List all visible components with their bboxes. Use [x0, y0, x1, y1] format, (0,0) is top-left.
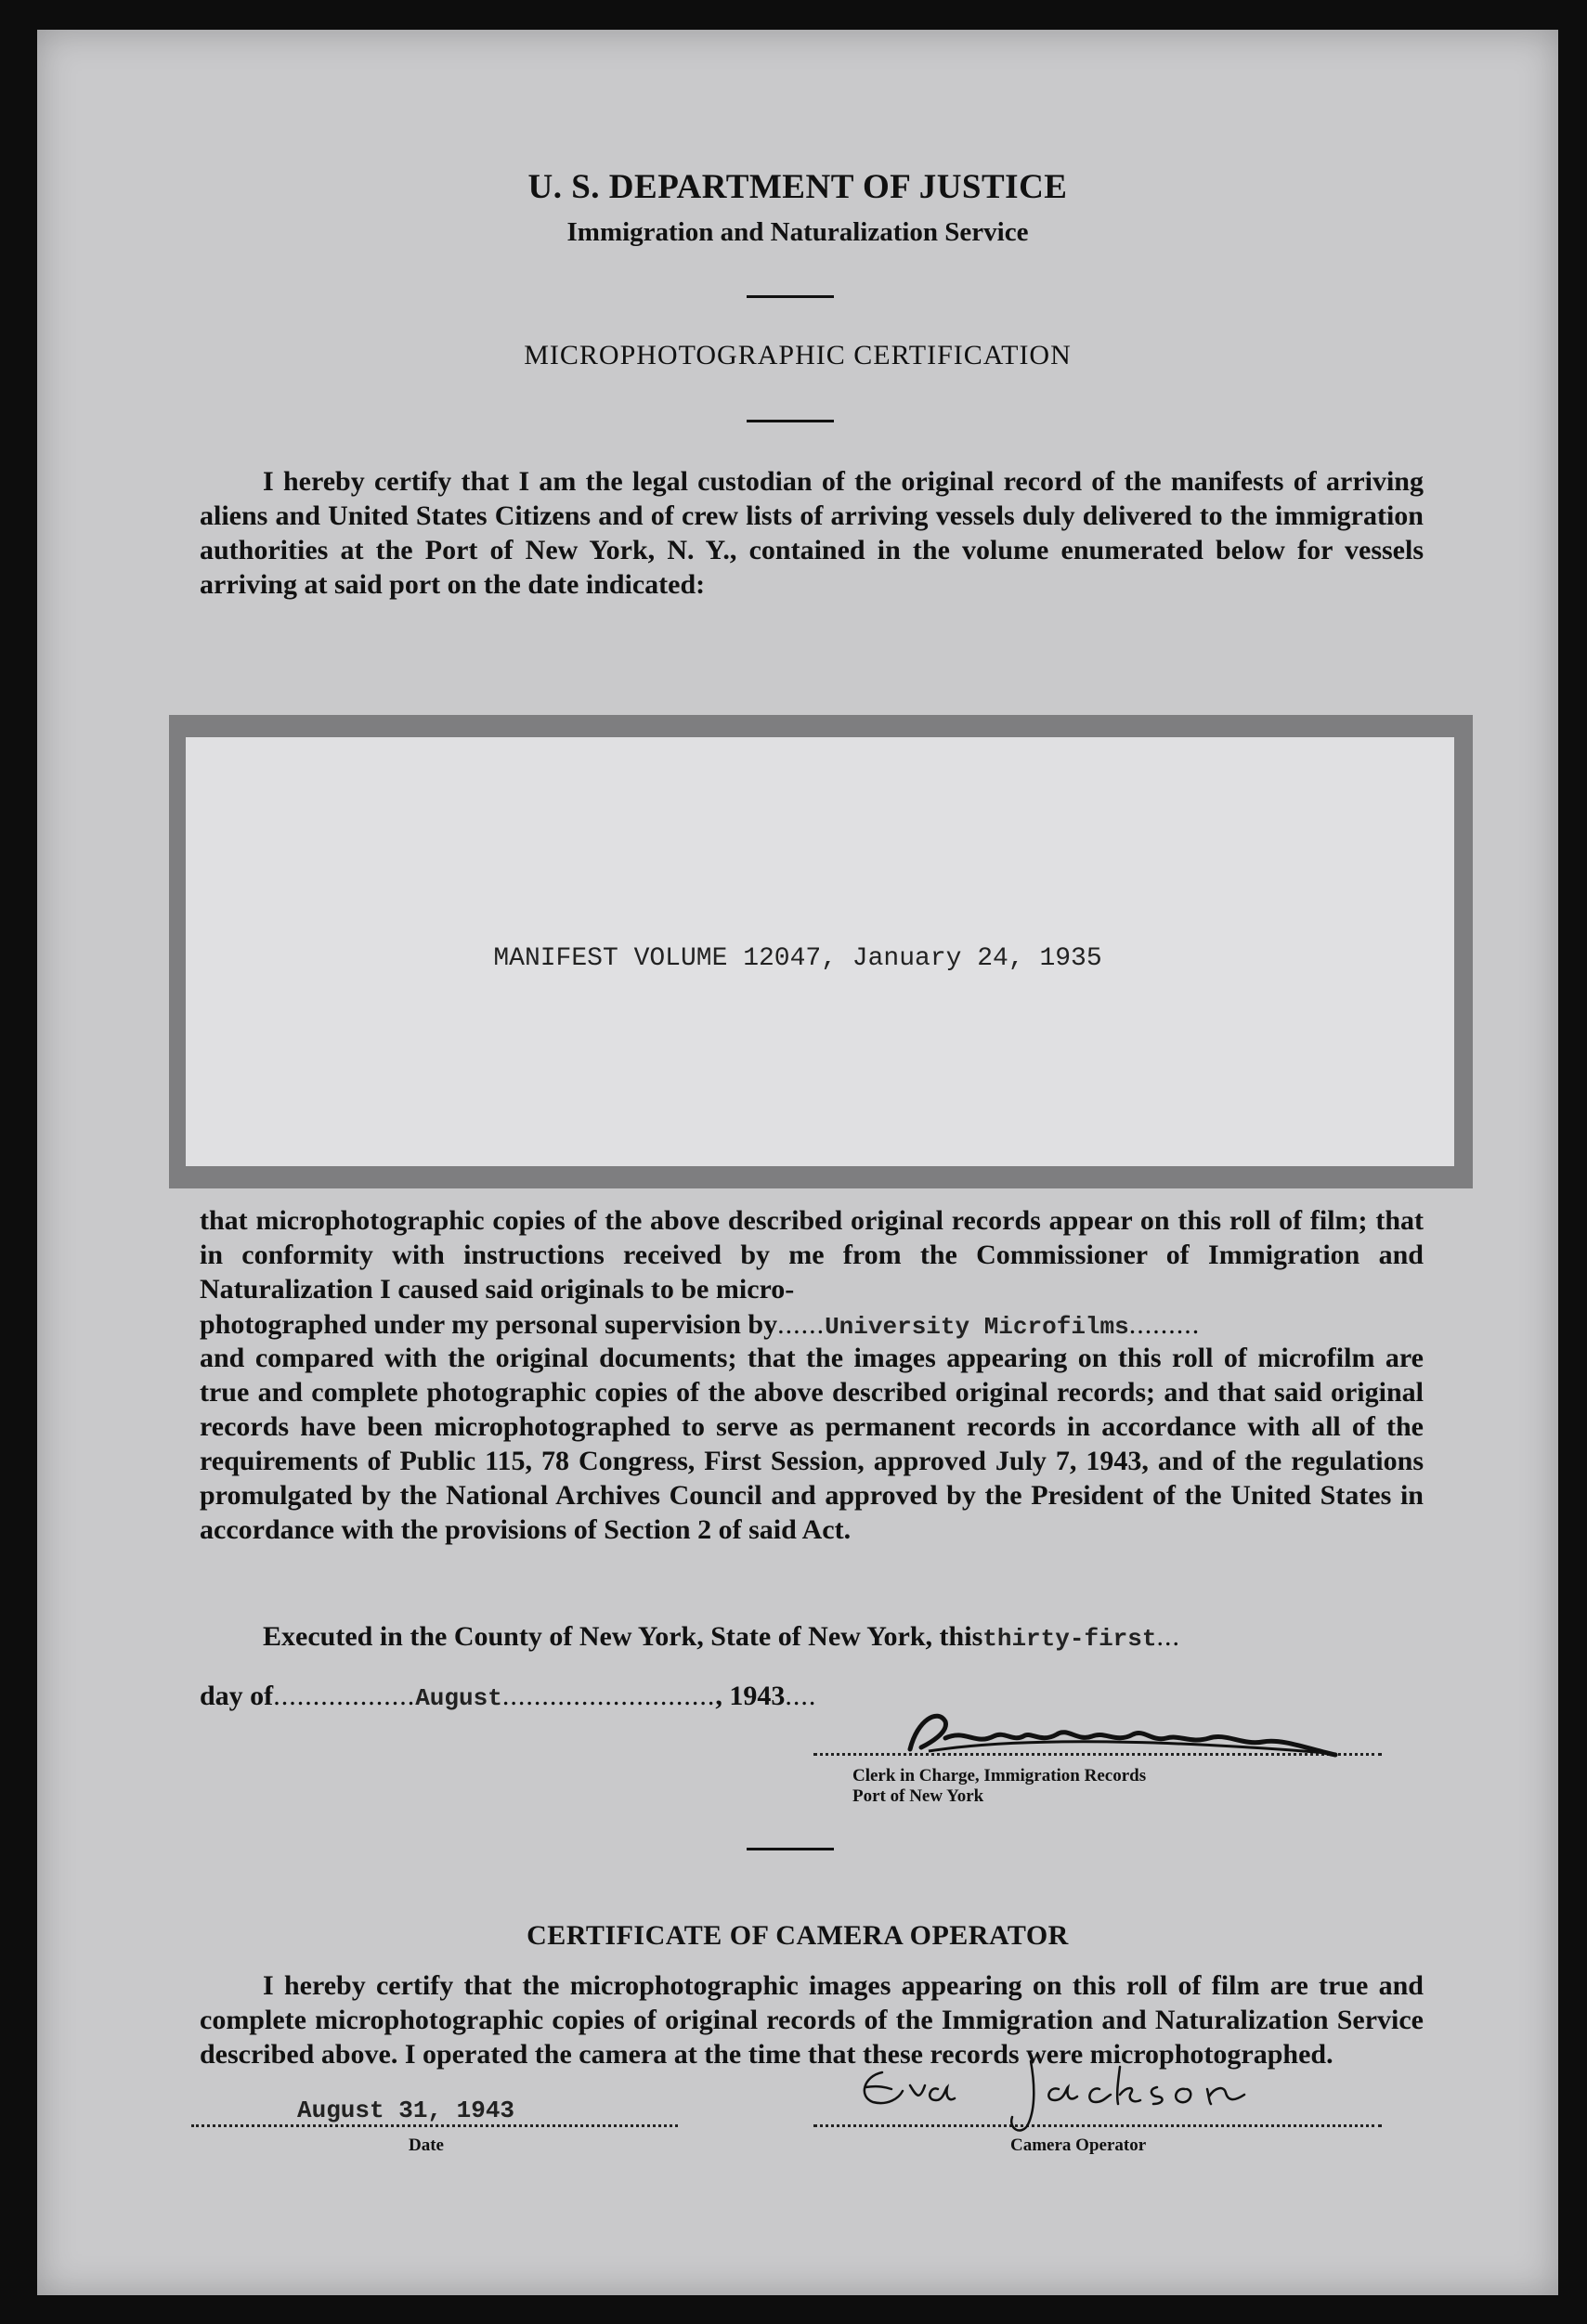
clerk-signature: [901, 1701, 1346, 1766]
document-page: [37, 30, 1558, 2295]
date-line: [191, 2124, 678, 2127]
operator-label: Camera Operator: [1010, 2136, 1147, 2155]
divider-rule: [747, 295, 834, 298]
divider-rule: [747, 420, 834, 422]
supervisor-value: University Microfilms: [825, 1313, 1129, 1341]
clerk-title: Clerk in Charge, Immigration Records: [852, 1766, 1147, 1785]
department-title: U. S. DEPARTMENT OF JUSTICE: [527, 168, 1068, 206]
day-of-line: day of..................August..........................., 1943....: [200, 1681, 817, 1712]
executed-day-value: thirty-first: [982, 1625, 1157, 1653]
supervision-line: photographed under my personal supervision by......University Microfilms.........: [200, 1309, 1201, 1341]
intro-paragraph: I hereby certify that I am the legal custodian of the original record of the manifests of arriving aliens and United States Citizens and of crew lists of arriving vessels duly delivered to the immigration authorities at the Port of New York, N. Y., contained in the volume enumerated below for vessels arriving at said port on the date indicated:: [200, 466, 1424, 600]
divider-rule: [747, 1848, 834, 1850]
body-paragraph-1: that microphotographic copies of the above described original records appear on this roll of film; that in conformity with instructions received by me from the Commissioner of Immigration and Naturalization I caused said originals to be micro-: [200, 1205, 1424, 1305]
camera-operator-title: CERTIFICATE OF CAMERA OPERATOR: [527, 1920, 1069, 1951]
executed-line: Executed in the County of New York, State of New York, thisthirty-first...: [263, 1621, 1180, 1653]
date-value: August 31, 1943: [297, 2097, 515, 2124]
camera-statement: I hereby certify that the microphotographic images appearing on this roll of film are true and complete microphotographic copies of original records of the Immigration and Naturalization Service described above. I operated the camera at the time that these records were microphotographed.: [200, 1970, 1424, 2070]
certification-title: MICROPHOTOGRAPHIC CERTIFICATION: [524, 340, 1072, 370]
manifest-label: MANIFEST VOLUME 12047, January 24, 1935: [493, 944, 1102, 973]
month-value: August: [415, 1684, 502, 1712]
service-subtitle: Immigration and Naturalization Service: [566, 217, 1029, 247]
operator-signature: [845, 2054, 1272, 2137]
body-paragraph-3: and compared with the original documents; that the images appearing on this roll of microfilm are true and complete photographic copies of the above described original records; and that said original records have been microphotographed to serve as permanent records in accordance with all of the requirements of Public 115, 78 Congress, First Session, approved July 7, 1943, and of the regulations promulgated by the National Archives Council and approved by the President of the United States in accordance with the provisions of Section 2 of said Act.: [200, 1343, 1424, 1545]
clerk-port: Port of New York: [852, 1786, 984, 1806]
date-label: Date: [409, 2136, 444, 2155]
